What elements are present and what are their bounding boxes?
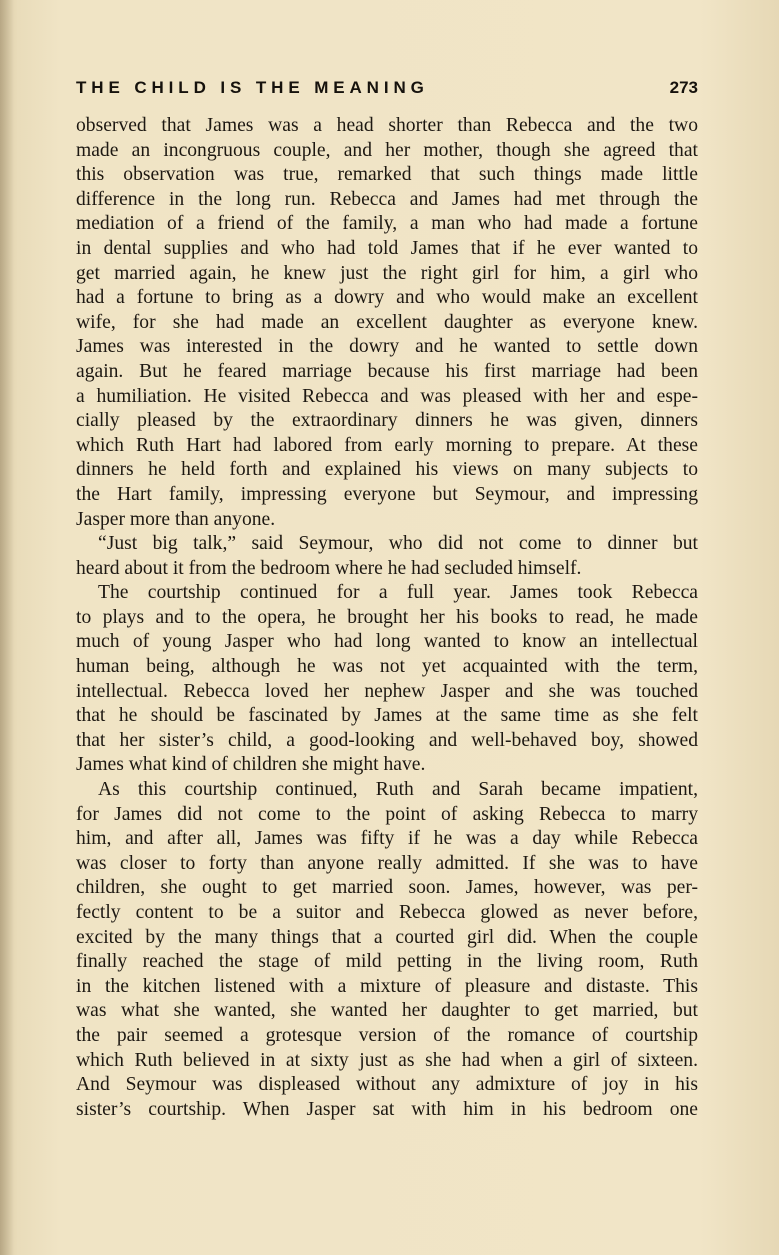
- text-line: excited by the many things that a courted girl did. When the couple: [76, 926, 698, 948]
- text-line: intellectual. Rebecca loved her nephew Jasper and she was touched: [76, 680, 698, 702]
- text-line: James was interested in the dowry and he wanted to settle down: [76, 336, 698, 358]
- text-line: to plays and to the opera, he brought her his books to read, he made: [76, 606, 698, 628]
- text-line: the pair seemed a grotesque version of the romance of courtship: [76, 1024, 698, 1046]
- text-line: that he should be fascinated by James at the same time as she felt: [76, 705, 698, 727]
- text-line: fectly content to be a suitor and Rebecca glowed as never before,: [76, 902, 698, 923]
- text-line: children, she ought to get married soon. James, however, was per-: [76, 877, 698, 899]
- page-header: [76, 78, 698, 106]
- text-line: the Hart family, impressing everyone but Seymour, and impressing: [76, 483, 698, 505]
- text-line: human being, although he was not yet acquainted with the term,: [76, 656, 698, 678]
- text-line: this observation was true, remarked that such things made little: [76, 164, 698, 186]
- text-line: The courtship continued for a full year. James took Rebecca: [98, 582, 698, 604]
- text-line: much of young Jasper who had long wanted to know an intellectual: [76, 631, 698, 653]
- text-line: was closer to forty than anyone really admitted. If she was to have: [76, 852, 698, 874]
- text-line: that her sister’s child, a good-looking and well-behaved boy, showed: [76, 729, 698, 751]
- text-line: made an incongruous couple, and her mother, though she agreed that: [76, 139, 698, 161]
- text-line: mediation of a friend of the family, a man who had made a fortune: [76, 213, 698, 235]
- text-line: which Ruth believed in at sixty just as she had when a girl of sixteen.: [76, 1049, 698, 1071]
- text-line: And Seymour was displeased without any admixture of joy in his: [76, 1074, 698, 1096]
- spine-shadow: [0, 0, 14, 1255]
- text-line: sister’s courtship. When Jasper sat with him in his bedroom one: [76, 1098, 698, 1120]
- text-line: was what she wanted, she wanted her daughter to get married, but: [76, 1000, 698, 1022]
- text-line: wife, for she had made an excellent daughter as everyone knew.: [76, 311, 698, 333]
- text-line: get married again, he knew just the right girl for him, a girl who: [76, 262, 698, 284]
- text-line: in dental supplies and who had told James that if he ever wanted to: [76, 237, 698, 259]
- text-line: heard about it from the bedroom where he had secluded himself.: [76, 557, 582, 579]
- text-line: finally reached the stage of mild petting in the living room, Ruth: [76, 951, 698, 973]
- page-number: 273: [669, 78, 698, 97]
- text-line: dinners he held forth and explained his views on many subjects to: [76, 459, 698, 481]
- body-text: [76, 114, 698, 1122]
- text-line: observed that James was a head shorter than Rebecca and the two: [76, 115, 698, 136]
- running-head: THE CHILD IS THE MEANING: [76, 78, 429, 97]
- text-line: again. But he feared marriage because his first marriage had been: [76, 360, 698, 382]
- text-line: “Just big talk,” said Seymour, who did not come to dinner but: [98, 533, 698, 555]
- text-line: difference in the long run. Rebecca and James had met through the: [76, 188, 698, 210]
- text-line: had a fortune to bring as a dowry and who would make an excellent: [76, 287, 698, 309]
- text-line: him, and after all, James was fifty if he was a day while Rebecca: [76, 828, 698, 850]
- text-line: As this courtship continued, Ruth and Sarah became impatient,: [98, 779, 698, 801]
- text-line: in the kitchen listened with a mixture of pleasure and distaste. This: [76, 975, 698, 997]
- text-line: Jasper more than anyone.: [76, 508, 276, 530]
- text-line: a humiliation. He visited Rebecca and was pleased with her and espe-: [76, 385, 698, 407]
- text-line: cially pleased by the extraordinary dinners he was given, dinners: [76, 410, 698, 432]
- text-line: for James did not come to the point of asking Rebecca to marry: [76, 803, 698, 825]
- text-line: which Ruth Hart had labored from early morning to prepare. At these: [76, 434, 698, 456]
- text-line: James what kind of children she might have.: [76, 754, 426, 776]
